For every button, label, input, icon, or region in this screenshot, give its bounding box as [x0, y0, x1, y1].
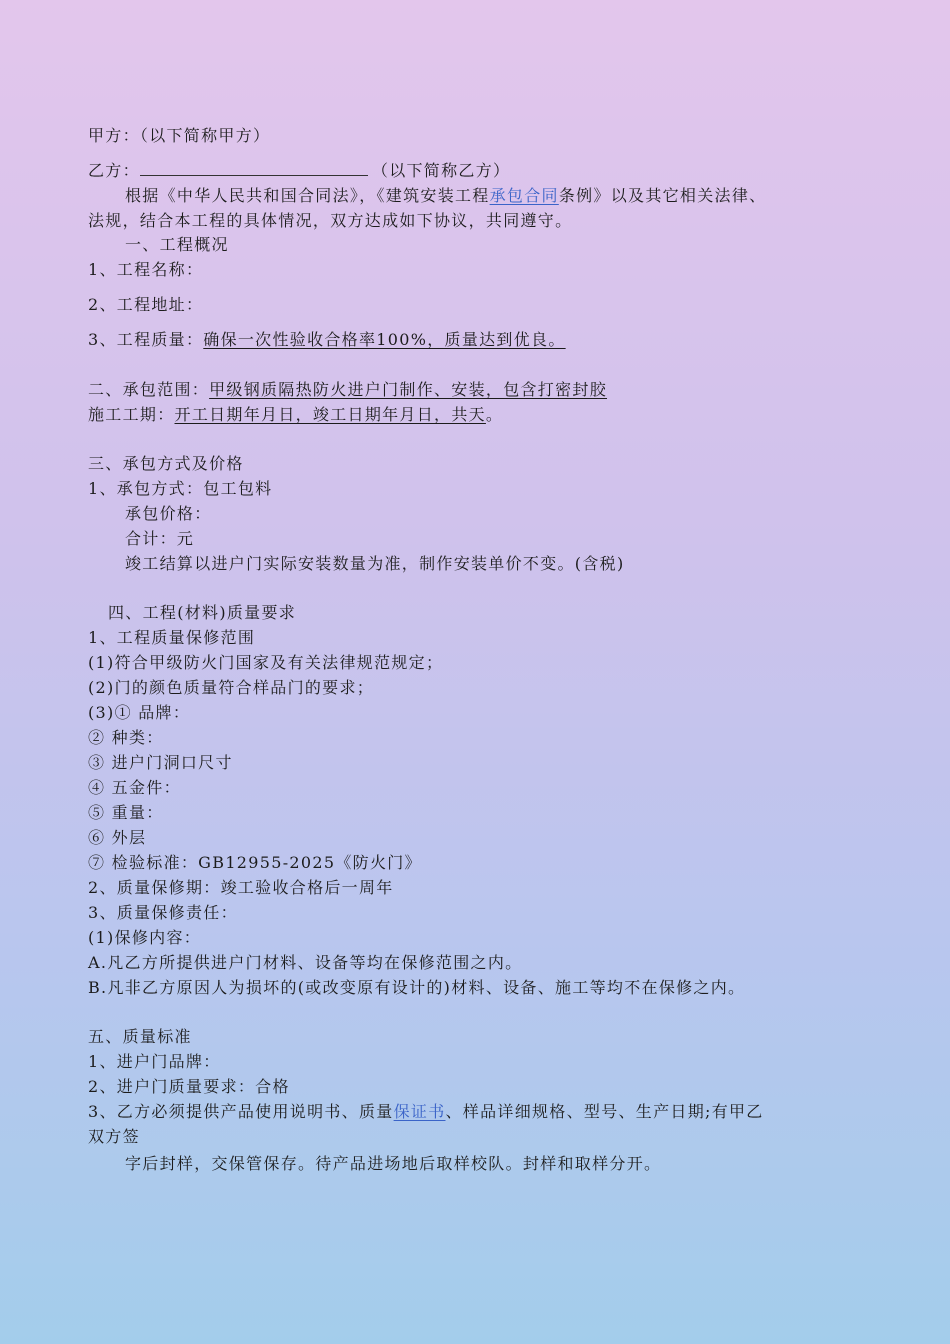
contract-price: 承包价格：: [125, 504, 212, 523]
contract-scope: [88, 378, 607, 402]
quality-item: (3)① 品牌：: [88, 703, 191, 722]
quality-value: 确保一次性验收合格率100%，质量达到优良。: [203, 330, 566, 349]
quality-item: (1)保修内容：: [88, 928, 202, 947]
scope-value: 甲级钢质隔热防火进户门制作、安装，包含打密封胶: [209, 380, 608, 399]
quality-item: ② 种类：: [88, 728, 164, 747]
section-4-title: 四、工程(材料)质量要求: [108, 603, 297, 622]
contract-total: 合计：元: [125, 529, 195, 548]
standard-item: 双方签: [88, 1127, 140, 1146]
party-b-line: [88, 159, 510, 183]
construction-period: [88, 403, 503, 427]
standard-item: 字后封样，交保管保存。待产品进场地后取样校队。封样和取样分开。: [125, 1154, 662, 1173]
standard-item: [88, 1100, 764, 1124]
intro-text: 根据《中华人民共和国合同法》，《建筑安装工程: [125, 186, 490, 205]
party-b-blank: [140, 161, 368, 176]
quality-item: (2)门的颜色质量符合样品门的要求；: [88, 678, 375, 697]
party-b-suffix: （以下简称乙方）: [371, 161, 511, 180]
quality-item: A.凡乙方所提供进户门材料、设备等均在保修范围之内。: [88, 953, 523, 972]
party-a-line: 甲方：（以下简称甲方）: [88, 126, 271, 145]
standard-item: 1、进户门品牌：: [88, 1052, 221, 1071]
section-3-title: 三、承包方式及价格: [88, 454, 244, 473]
party-b-label: 乙方：: [88, 161, 140, 180]
contract-link[interactable]: 承包合同: [489, 186, 559, 205]
quality-item: ⑥ 外层: [88, 828, 147, 847]
warranty-link[interactable]: 保证书: [393, 1102, 446, 1121]
quality-item: ⑤ 重量：: [88, 803, 164, 822]
standard-item: 2、进户门质量要求：合格: [88, 1077, 290, 1096]
quality-item: 1、工程质量保修范围: [88, 628, 256, 647]
quality-item: B.凡非乙方原因人为损坏的(或改变原有设计的)材料、设备、施工等均不在保修之内。: [88, 978, 746, 997]
quality-label: 3、工程质量：: [88, 330, 204, 349]
period-end: 。: [485, 405, 504, 424]
quality-item: (1)符合甲级防火门国家及有关法律规范规定；: [88, 653, 444, 672]
period-value: 开工日期年月日，竣工日期年月日，共天: [174, 405, 486, 424]
period-label: 施工工期：: [88, 405, 175, 424]
project-address: 2、工程地址：: [88, 295, 204, 314]
intro-line-2: 法规，结合本工程的具体情况，双方达成如下协议，共同遵守。: [88, 211, 573, 230]
section-5-title: 五、质量标准: [88, 1027, 192, 1046]
settlement-note: 竣工结算以进户门实际安装数量为准，制作安装单价不变。(含税): [125, 554, 625, 573]
standard-text-after: 、样品详细规格、型号、生产日期;有甲乙: [445, 1102, 764, 1121]
contract-mode: 1、承包方式：包工包料: [88, 479, 273, 498]
project-quality: [88, 328, 566, 352]
quality-item: ④ 五金件：: [88, 778, 181, 797]
quality-item: ③ 进户门洞口尺寸: [88, 753, 233, 772]
quality-item: 3、质量保修责任：: [88, 903, 238, 922]
section-1-title: 一、工程概况: [125, 235, 229, 254]
quality-item: 2、质量保修期：竣工验收合格后一周年: [88, 878, 394, 897]
scope-label: 二、承包范围：: [88, 380, 210, 399]
standard-text: 3、乙方必须提供产品使用说明书、质量: [88, 1102, 394, 1121]
intro-line-1: [125, 184, 766, 208]
intro-text-after: 条例》以及其它相关法律、: [558, 186, 767, 205]
project-name: 1、工程名称：: [88, 260, 204, 279]
quality-item: ⑦ 检验标准：GB12955-2025《防火门》: [88, 853, 422, 872]
